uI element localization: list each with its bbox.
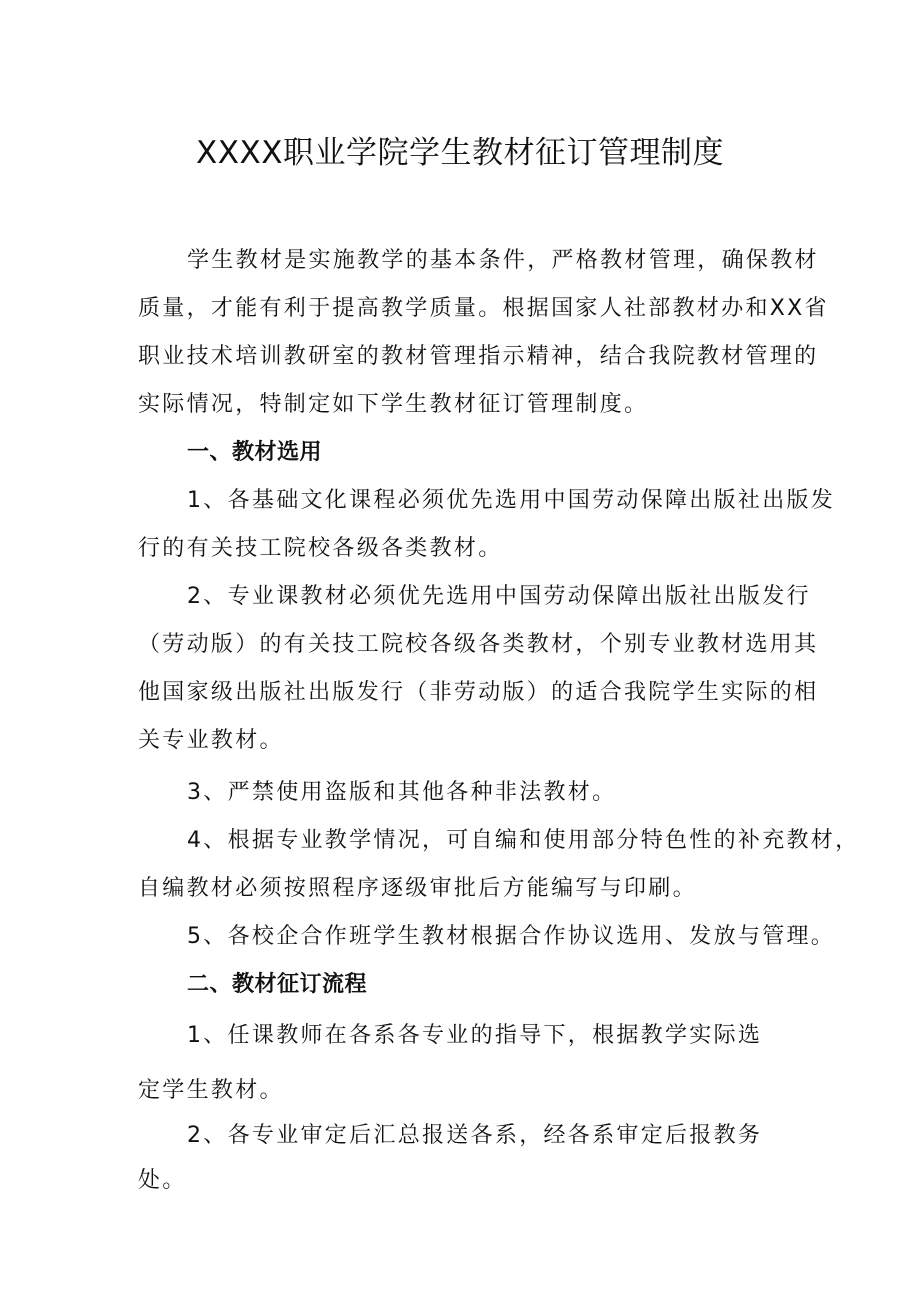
section2-item1-line: 定学生教材。 bbox=[138, 1078, 284, 1103]
intro-line: 职业技术培训教研室的教材管理指示精神，结合我院教材管理的 bbox=[138, 344, 819, 369]
section1-item1-line: 1、各基础文化课程必须优先选用中国劳动保障出版社出版发 bbox=[187, 488, 836, 513]
section1-item2-line: 2、专业课教材必须优先选用中国劳动保障出版社出版发行 bbox=[187, 584, 811, 609]
section1-item1-line: 行的有关技工院校各级各类教材。 bbox=[138, 536, 503, 561]
section1-item2-line: 关专业教材。 bbox=[138, 728, 284, 753]
section-heading-selection: 一、教材选用 bbox=[187, 440, 323, 465]
intro-line: 学生教材是实施教学的基本条件，严格教材管理，确保教材 bbox=[187, 248, 819, 273]
section1-item2-line: 他国家级出版社出版发行（非劳动版）的适合我院学生实际的相 bbox=[138, 680, 819, 705]
section-heading-ordering-process: 二、教材征订流程 bbox=[187, 972, 368, 997]
section1-item4-line: 自编教材必须按照程序逐级审批后方能编写与印刷。 bbox=[138, 876, 697, 901]
section2-item1-line: 1、任课教师在各系各专业的指导下，根据教学实际选 bbox=[187, 1023, 763, 1048]
section1-item4-line: 4、根据专业教学情况，可自编和使用部分特色性的补充教材， bbox=[187, 828, 860, 853]
section1-item3-line: 3、严禁使用盗版和其他各种非法教材。 bbox=[187, 780, 617, 805]
section1-item5-line: 5、各校企合作班学生教材根据合作协议选用、发放与管理。 bbox=[187, 924, 836, 949]
section1-item2-line: （劳动版）的有关技工院校各级各类教材，个别专业教材选用其 bbox=[138, 632, 819, 657]
section2-item2-line: 2、各专业审定后汇总报送各系，经各系审定后报教务 bbox=[187, 1123, 763, 1148]
section2-item2-line: 处。 bbox=[138, 1168, 187, 1193]
document-title: XXXX职业学院学生教材征订管理制度 bbox=[196, 135, 724, 171]
intro-line: 实际情况，特制定如下学生教材征订管理制度。 bbox=[138, 392, 649, 417]
intro-line: 质量，才能有利于提高教学质量。根据国家人社部教材办和XX省 bbox=[138, 296, 829, 321]
